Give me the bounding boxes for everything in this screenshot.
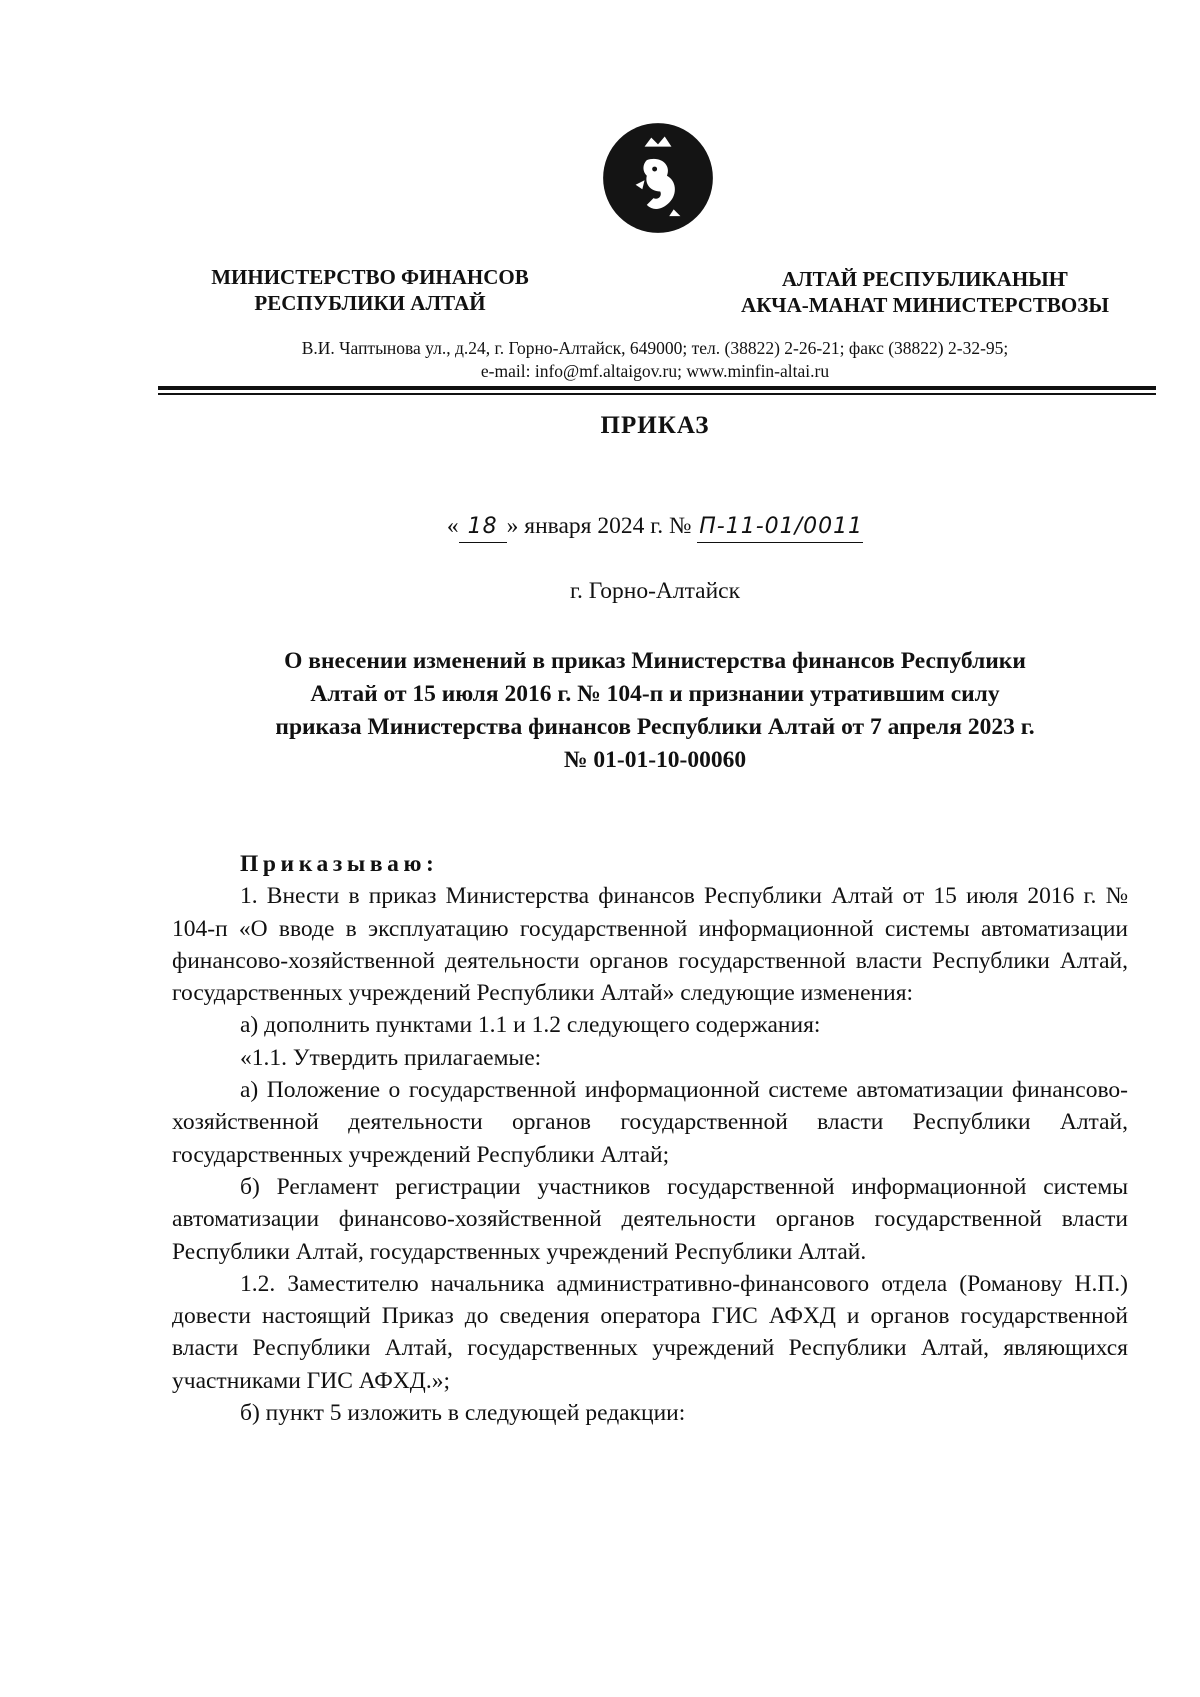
ministry-name-russian-line1: МИНИСТЕРСТВО ФИНАНСОВ	[211, 265, 529, 289]
document-title: ПРИКАЗ	[600, 412, 710, 439]
handwritten-day: 18	[459, 512, 507, 543]
paragraph-1-1: «1.1. Утвердить прилагаемые:	[240, 1044, 542, 1071]
paragraph-1-1-a: а) Положение о государственной информационной системе автоматизации финансово-хозяйственной деятельности органов государственной власти Республики Алтай, государственных учреждений Республики Алтай;	[172, 1077, 1128, 1168]
order-body	[172, 848, 1128, 1429]
ministry-name-altai	[690, 266, 1160, 318]
subject-line3: приказа Министерства финансов Республики Алтай от 7 апреля 2023 г.	[275, 714, 1035, 740]
header-divider-thick	[158, 386, 1156, 390]
date-month-year: » января 2024 г. №	[506, 513, 692, 539]
paragraph-1-1-b: б) Регламент регистрации участников государственной информационной системы автоматизации финансово-хозяйственной деятельности органов государственной власти Республики Алтай, государственных учреждений Республики Алтай.	[172, 1173, 1128, 1265]
ministry-name-russian-line2: РЕСПУБЛИКИ АЛТАЙ	[254, 291, 486, 315]
email-website-line: e-mail: info@mf.altaigov.ru; www.minfin-altai.ru	[480, 361, 830, 381]
subject-line1: О внесении изменений в приказ Министерства финансов Республики	[284, 648, 1026, 674]
republic-altai-coat-of-arms-icon	[602, 122, 714, 234]
order-subject	[170, 645, 1140, 777]
header-divider-thin	[158, 393, 1156, 395]
handwritten-order-number: П-11-01/0011	[697, 512, 863, 543]
paragraph-1: 1. Внести в приказ Министерства финансов Республики Алтай от 15 июля 2016 г. № 104-п «О вводе в эксплуатацию государственной информационной системы автоматизации финансово-хозяйственной деятельности органов государственной власти Республики Алтай, государственных учреждений Республики Алтай» следующие изменения:	[172, 883, 1128, 1007]
order-directive: Приказываю:	[240, 851, 439, 877]
subject-line2: Алтай от 15 июля 2016 г. № 104-п и признании утратившим силу	[310, 681, 1000, 707]
paragraph-1-2: 1.2. Заместителю начальника административно-финансового отдела (Романову Н.П.) довести настоящий Приказ до сведения оператора ГИС АФХД и органов государственной власти Республики Алтай, государственных учреждений Республики Алтай, являющихся участниками ГИС АФХД.»;	[172, 1270, 1128, 1394]
paragraph-1b: б) пункт 5 изложить в следующей редакции:	[240, 1400, 686, 1427]
ministry-name-russian	[150, 264, 590, 316]
order-date-number	[150, 511, 1160, 543]
ministry-name-altai-line1: АЛТАЙ РЕСПУБЛИКАНЫҤ	[781, 267, 1069, 291]
paragraph-1a: а) дополнить пунктами 1.1 и 1.2 следующего содержания:	[240, 1012, 821, 1039]
date-open-quote: «	[446, 513, 459, 539]
ministry-name-altai-line2: АКЧА-МАНАТ МИНИСТЕРСТВОЗЫ	[741, 293, 1109, 317]
contact-address	[150, 337, 1160, 383]
address-line: В.И. Чаптынова ул., д.24, г. Горно-Алтайск, 649000; тел. (38822) 2-26-21; факс (38822) 2-32-95;	[301, 338, 1009, 358]
issue-city: г. Горно-Алтайск	[569, 578, 741, 604]
subject-line4: № 01-01-10-00060	[563, 747, 747, 773]
